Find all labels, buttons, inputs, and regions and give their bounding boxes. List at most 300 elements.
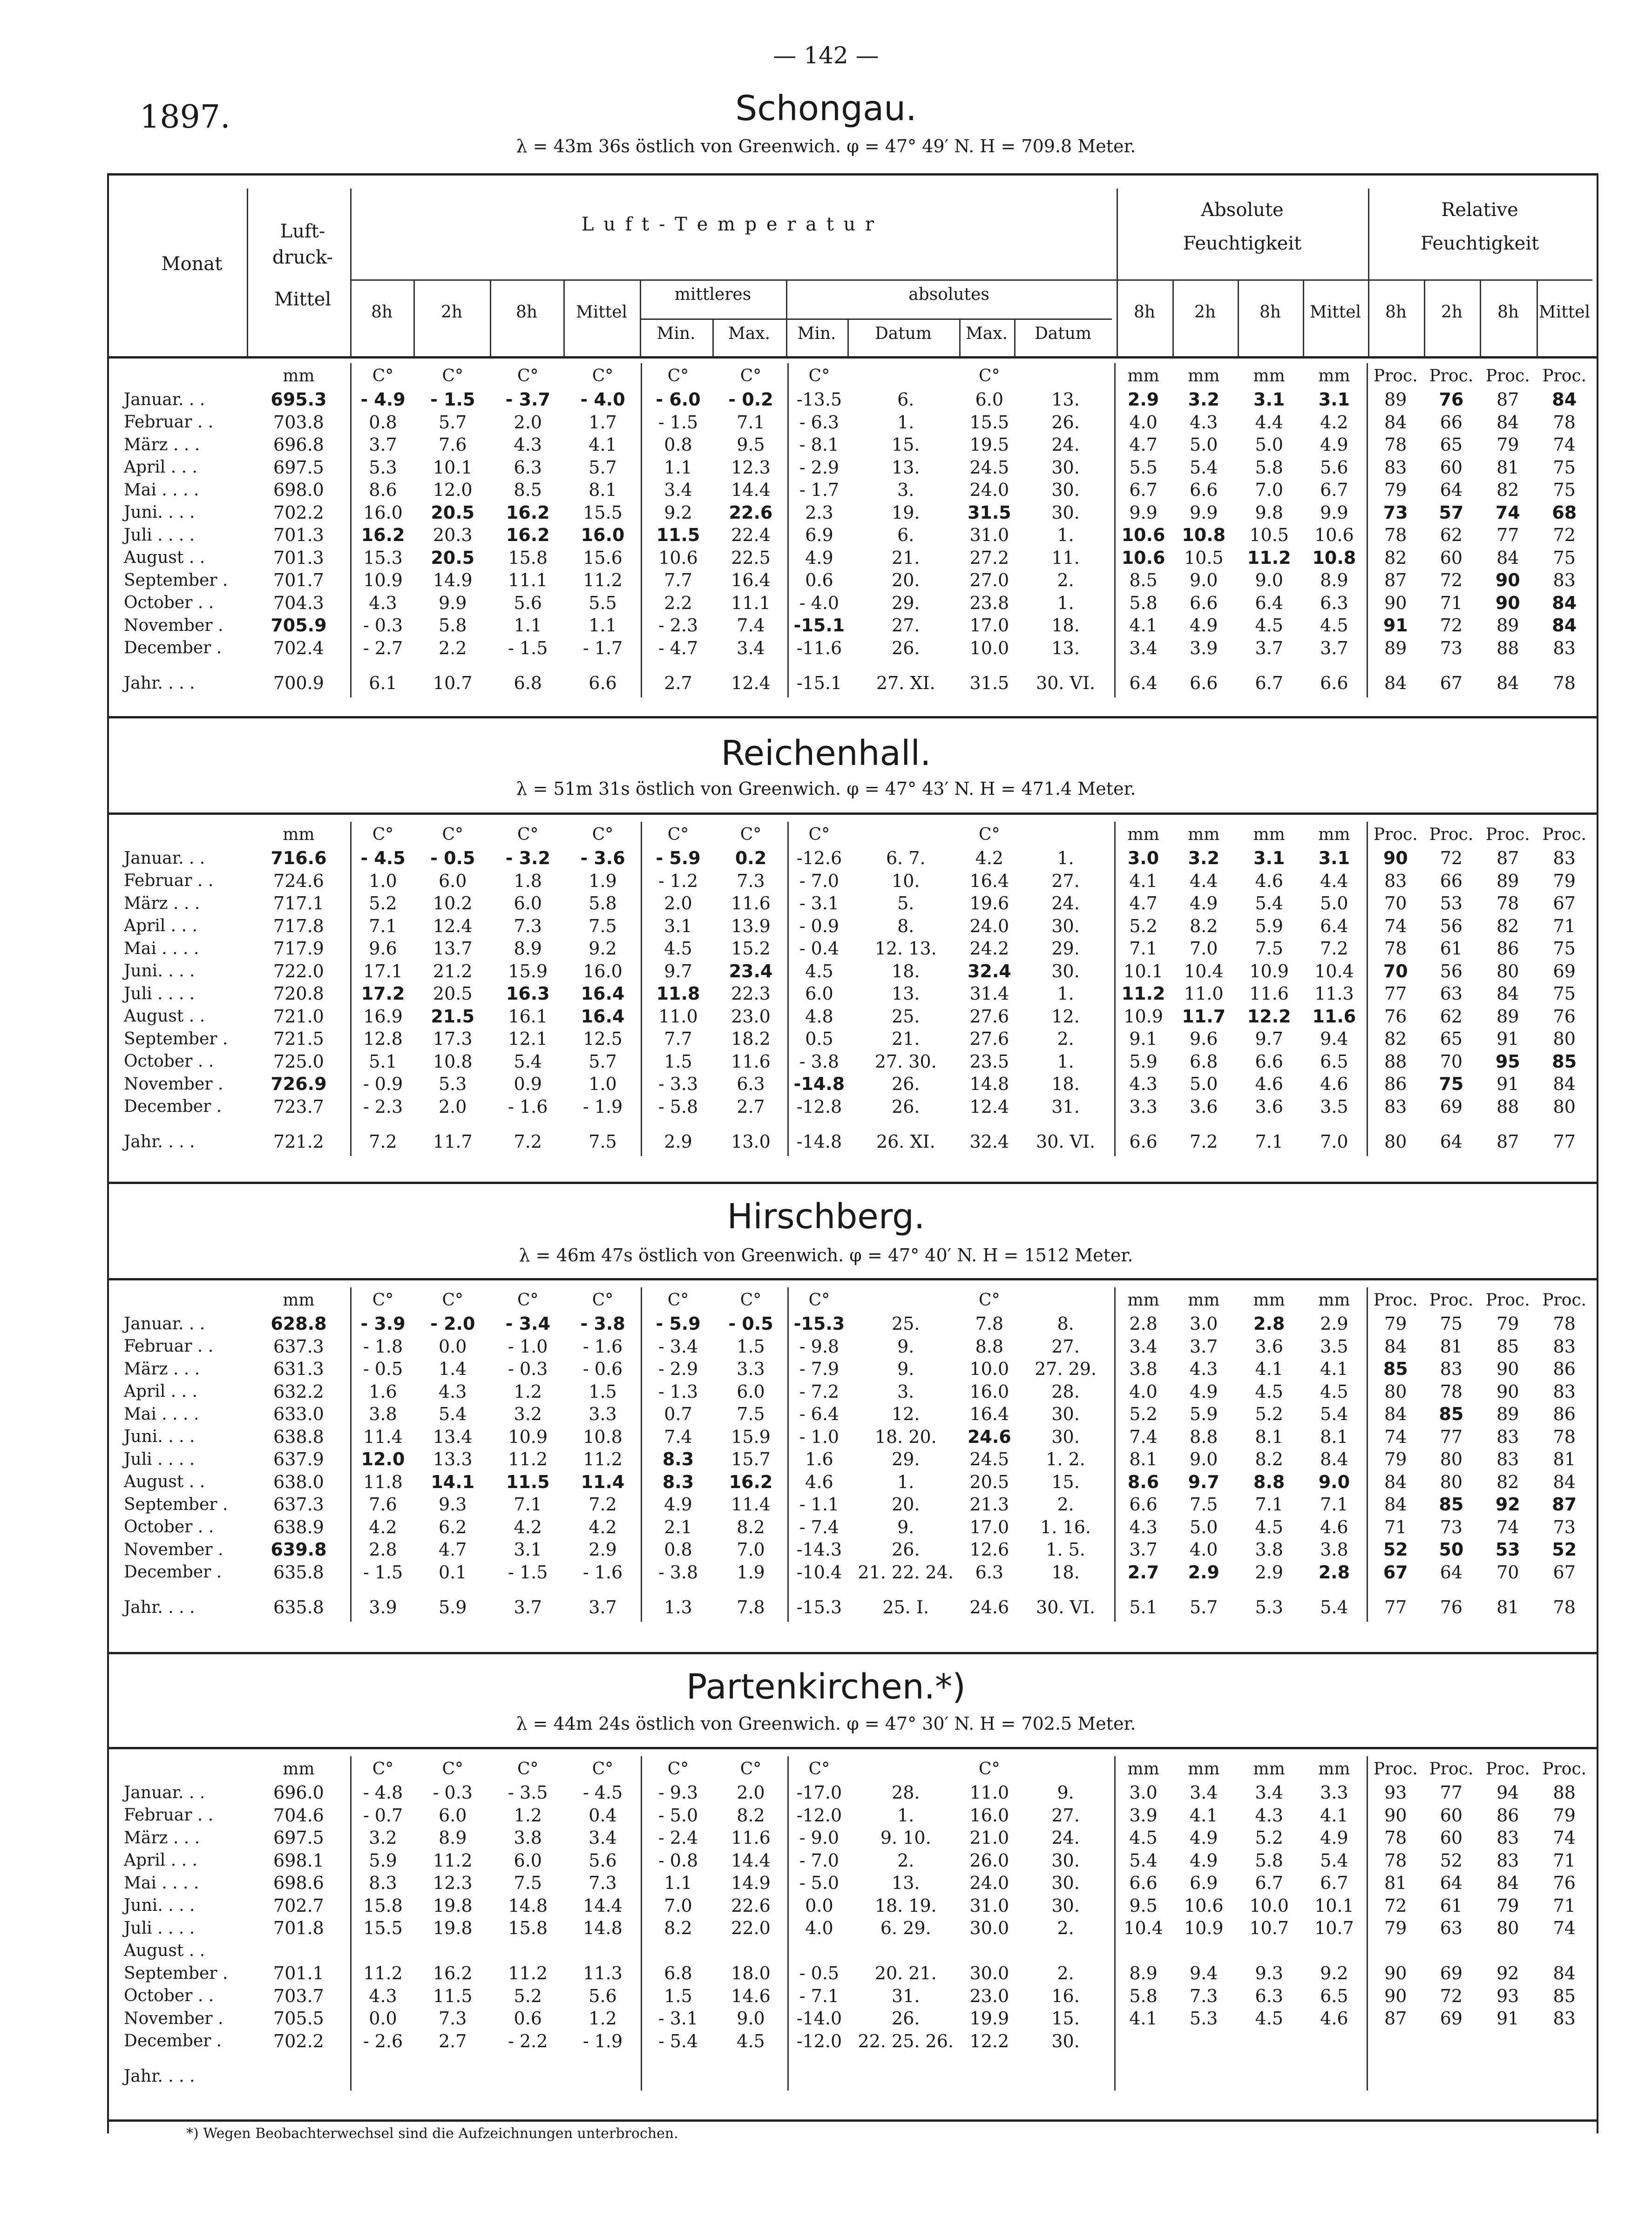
table-cell: -11.6 — [796, 637, 842, 658]
table-cell: 16.0 — [969, 1381, 1009, 1402]
table-cell: 1.6 — [805, 1449, 833, 1470]
table-cell: 15. — [892, 434, 920, 455]
table-cell: 4.1 — [1129, 615, 1158, 636]
table-cell: 3.1 — [1302, 388, 1367, 411]
table-cell: 7.1 — [1255, 1494, 1283, 1515]
units-cell: C° — [372, 1759, 394, 1779]
units-cell: C° — [808, 366, 830, 386]
table-cell: 79 — [1553, 1805, 1576, 1826]
table-cell: 6. 29. — [880, 1918, 931, 1939]
table-cell: 4.5 — [1302, 614, 1367, 637]
month-label: December . — [124, 1097, 222, 1116]
table-cell: 11.2 — [1247, 547, 1291, 568]
table-cell — [247, 2052, 351, 2091]
month-label: August . . — [124, 1472, 205, 1492]
table-cell: 705.9 — [247, 614, 351, 637]
table-cell: 6.3 — [714, 1073, 788, 1096]
table-cell: 4.5 — [714, 2030, 788, 2053]
table-cell: 3.6 — [1255, 1336, 1283, 1357]
table-cell: 698.6 — [247, 1872, 351, 1895]
table-cell: 4.1 — [1190, 1805, 1218, 1826]
table-cell: 77 — [1440, 1426, 1463, 1447]
table-cell: 16.4 — [969, 870, 1009, 891]
table-cell: - 1.5 — [658, 412, 698, 433]
table-cell: 32.4 — [967, 961, 1011, 981]
table-cell: 75 — [1553, 547, 1576, 568]
table-cell: 4.4 — [1190, 870, 1218, 891]
table-cell: 10.7 — [1302, 1917, 1367, 1940]
table-cell: - 3.7 — [505, 389, 550, 410]
table-cell: 701.7 — [247, 569, 351, 592]
table-cell: 71 — [1384, 1516, 1407, 1537]
table-cell — [1423, 2030, 1479, 2053]
table-cell: 16. — [1017, 1985, 1115, 2008]
table-cell: 2. — [1017, 569, 1115, 592]
table-cell: 8.2 — [664, 1918, 692, 1939]
table-cell: 78 — [1553, 673, 1576, 693]
table-cell: 13.3 — [433, 1449, 473, 1470]
table-cell: 78 — [1553, 412, 1576, 433]
table-cell: 1.5 — [664, 1051, 692, 1072]
table-cell: 22. 25. 26. — [858, 2030, 954, 2051]
table-cell: 23.8 — [969, 592, 1009, 613]
table-cell: 4.5 — [1255, 2008, 1283, 2029]
table-cell: 702.2 — [247, 501, 351, 524]
table-cell: 82 — [1384, 547, 1407, 568]
table-cell: 75 — [1440, 1313, 1463, 1334]
table-cell: 1.1 — [514, 615, 542, 636]
table-cell: 5.1 — [369, 1051, 397, 1072]
table-cell: 4.4 — [1302, 870, 1367, 893]
table-cell: 75 — [1553, 480, 1576, 501]
table-cell: - 3.2 — [505, 848, 550, 869]
rule — [1480, 279, 1481, 356]
units-cell: Proc. — [1485, 366, 1530, 386]
table-cell: 9.9 — [1302, 501, 1367, 524]
table-row — [122, 1895, 1592, 1917]
table-cell: 721.2 — [247, 1118, 351, 1156]
table-cell: - 4.5 — [565, 1781, 642, 1804]
table-cell: 31.5 — [967, 502, 1011, 523]
table-cell: 60 — [1440, 1805, 1463, 1826]
table-cell: 11.7 — [433, 1131, 473, 1152]
table-cell: 7.5 — [565, 915, 642, 938]
data-table-reichenhall — [122, 822, 1592, 1156]
table-cell: 30.0 — [969, 1918, 1009, 1939]
table-cell: 6.8 — [664, 1963, 692, 1984]
table-cell: - 6.0 — [656, 389, 701, 410]
table-cell — [491, 1940, 565, 1962]
table-cell: 11.7 — [1182, 1006, 1226, 1027]
table-cell: 87 — [1496, 1131, 1519, 1152]
table-cell: 3.7 — [565, 1583, 642, 1622]
table-cell: 9.3 — [1255, 1963, 1283, 1984]
table-cell: 717.1 — [247, 892, 351, 915]
table-cell: - 1.2 — [658, 870, 698, 891]
table-cell: 83 — [1384, 1096, 1407, 1117]
table-cell: - 9.3 — [658, 1782, 698, 1803]
table-cell: 3.3 — [1129, 1096, 1158, 1117]
table-cell: 75 — [1439, 1074, 1464, 1095]
table-cell: 6. — [897, 525, 914, 546]
table-cell: 11.2 — [1121, 983, 1165, 1004]
table-cell: - 4.0 — [799, 592, 840, 613]
table-cell: 4.1 — [1302, 1804, 1367, 1827]
table-cell: 20. 21. — [874, 1963, 937, 1984]
table-cell: 6.7 — [1255, 1873, 1283, 1894]
month-label: April . . . — [124, 916, 197, 936]
table-cell — [714, 1940, 788, 1962]
table-cell: 2.2 — [664, 592, 692, 613]
table-cell: 637.3 — [247, 1493, 351, 1516]
table-row — [122, 915, 1592, 938]
table-cell — [1423, 1940, 1479, 1962]
table-cell: 83 — [1496, 1449, 1519, 1470]
units-cell — [850, 1756, 962, 1781]
table-cell: - 1.5 — [508, 637, 548, 658]
month-label: November . — [124, 2009, 223, 2028]
table-cell: 0.8 — [369, 412, 397, 433]
units-cell — [122, 822, 247, 847]
table-cell: 84 — [1496, 547, 1519, 568]
table-cell: 9.0 — [1190, 1449, 1218, 1470]
month-label: April . . . — [124, 1851, 197, 1870]
table-cell: - 7.0 — [799, 1850, 840, 1871]
table-cell: 3.7 — [1190, 1336, 1218, 1357]
table-cell: 14.4 — [714, 1849, 788, 1872]
table-cell: 15.6 — [565, 547, 642, 569]
table-cell — [1171, 2030, 1236, 2053]
table-cell: -15.1 — [793, 615, 845, 636]
table-cell — [1479, 1940, 1536, 1962]
table-cell: 4.9 — [1190, 1827, 1218, 1848]
table-cell: 4.2 — [565, 1516, 642, 1539]
table-cell: - 2.9 — [658, 1359, 698, 1380]
table-cell: 14.8 — [969, 1074, 1009, 1095]
table-cell: 3.9 — [1129, 1805, 1158, 1826]
table-cell: 1.0 — [565, 1073, 642, 1096]
table-cell: - 0.9 — [799, 915, 840, 936]
table-cell: 26. — [892, 637, 920, 658]
units-cell: mm — [1127, 1759, 1159, 1779]
table-cell: 9.2 — [664, 502, 692, 523]
table-cell: 4.1 — [565, 433, 642, 456]
table-cell: 11.1 — [508, 570, 548, 591]
table-cell: -17.0 — [796, 1782, 842, 1803]
month-label: December . — [124, 638, 222, 658]
units-cell: C° — [979, 366, 1000, 386]
table-cell: - 4.5 — [360, 848, 406, 869]
month-label: Juni. . . . — [124, 1427, 195, 1447]
table-cell: 28. — [892, 1782, 920, 1803]
units-cell: Proc. — [1485, 825, 1530, 844]
table-cell: 15.3 — [363, 547, 403, 568]
table-cell — [565, 2052, 642, 2091]
table-cell: 1.5 — [565, 1380, 642, 1403]
table-cell: 84 — [1496, 412, 1519, 433]
table-cell: 73 — [1440, 1516, 1463, 1537]
rule — [786, 279, 787, 356]
month-label: März . . . — [124, 1359, 200, 1379]
units-cell: C° — [372, 825, 394, 844]
table-cell — [351, 2052, 414, 2091]
table-cell: 81 — [1440, 1336, 1463, 1357]
units-cell: C° — [517, 1759, 539, 1779]
table-cell: 80 — [1384, 1131, 1407, 1152]
table-cell: 11.5 — [433, 1985, 473, 2006]
table-row — [122, 1872, 1592, 1895]
header-rel-mean: Mittel — [1538, 303, 1591, 322]
units-cell: Proc. — [1485, 1759, 1530, 1779]
table-cell: 83 — [1553, 848, 1576, 869]
table-cell — [1115, 2030, 1171, 2053]
section-rule — [107, 1278, 1598, 1280]
rule — [247, 189, 248, 356]
units-cell: C° — [442, 825, 463, 844]
table-cell: 74 — [1553, 1918, 1576, 1939]
table-cell: 5.0 — [1190, 434, 1218, 455]
table-cell: 5.4 — [1302, 1583, 1367, 1622]
table-cell: 5.4 — [1302, 1849, 1367, 1872]
table-cell: 2. — [897, 1850, 914, 1871]
table-cell: 5.1 — [1129, 1597, 1158, 1617]
table-cell: 8.6 — [369, 480, 397, 501]
table-cell: 25. — [892, 1006, 920, 1027]
units-cell: C° — [714, 1287, 788, 1313]
table-cell: 8.3 — [662, 1471, 694, 1492]
header-rule — [107, 356, 1598, 359]
table-cell: 94 — [1496, 1782, 1519, 1803]
table-cell: - 1.3 — [658, 1381, 698, 1402]
table-cell: 77 — [1553, 1131, 1576, 1152]
table-cell: 27. 29. — [1017, 1358, 1115, 1380]
table-cell: 7.3 — [439, 2008, 467, 2029]
table-cell: -12.6 — [796, 848, 842, 869]
units-cell: Proc. — [1429, 1290, 1474, 1310]
units-cell: C° — [714, 363, 788, 388]
table-cell: 1.9 — [565, 870, 642, 893]
table-cell: 71 — [1440, 592, 1463, 613]
table-row — [122, 982, 1592, 1005]
table-cell: 6.4 — [1302, 915, 1367, 938]
table-cell: 3.8 — [514, 1827, 542, 1848]
table-cell: 89 — [1384, 637, 1407, 658]
table-cell: 91 — [1383, 615, 1408, 636]
table-cell: 57 — [1439, 502, 1464, 523]
month-label: October . . — [124, 593, 214, 613]
table-cell: 12. — [892, 1404, 920, 1425]
table-cell: 0.5 — [805, 1029, 833, 1049]
units-row — [122, 1287, 1592, 1313]
table-cell: 4.3 — [1129, 1516, 1158, 1537]
table-cell: 5.2 — [369, 893, 397, 914]
table-cell: 4.3 — [369, 592, 397, 613]
table-cell: 24.0 — [969, 480, 1009, 501]
table-cell: 10.5 — [1249, 525, 1289, 546]
units-cell: C° — [667, 366, 689, 386]
table-row — [122, 1804, 1592, 1827]
header-abs-hum-2: Feuchtigkeit — [1183, 233, 1302, 254]
table-cell: 85 — [1553, 1985, 1576, 2006]
table-cell: 2. — [1017, 1962, 1115, 1985]
table-cell: 10.8 — [565, 1426, 642, 1448]
table-cell: 5.9 — [439, 1597, 467, 1617]
table-cell: 7.5 — [565, 1118, 642, 1156]
table-cell: 3.4 — [565, 1827, 642, 1849]
table-cell: 7.3 — [514, 915, 542, 936]
month-label: September . — [124, 1029, 228, 1049]
table-cell: 5.7 — [565, 1050, 642, 1073]
table-cell: 4.2 — [1302, 411, 1367, 434]
table-cell: - 0.8 — [658, 1850, 698, 1871]
table-cell: 93 — [1496, 1985, 1519, 2006]
table-cell: 12. 13. — [874, 938, 937, 959]
month-label: Februar . . — [124, 1806, 214, 1825]
table-cell: 24.5 — [969, 1449, 1009, 1470]
month-label: December . — [124, 2031, 222, 2051]
table-cell: 8.9 — [1302, 569, 1367, 592]
units-cell: Proc. — [1373, 1759, 1418, 1779]
table-cell: 2.7 — [714, 1096, 788, 1118]
section-rule — [107, 1182, 1598, 1184]
table-cell: 1.9 — [714, 1561, 788, 1584]
units-cell: mm — [1302, 822, 1367, 847]
table-cell: 24.5 — [969, 457, 1009, 478]
table-cell: 7.8 — [714, 1583, 788, 1622]
table-cell: 11.4 — [363, 1426, 403, 1447]
header-8h: 8h — [371, 303, 393, 322]
table-row — [122, 1917, 1592, 1940]
table-cell: 18.0 — [714, 1962, 788, 1985]
table-cell: 5.0 — [1302, 892, 1367, 915]
table-cell: 15.5 — [565, 501, 642, 524]
table-cell: - 3.8 — [799, 1051, 840, 1072]
table-cell: 632.2 — [247, 1380, 351, 1403]
table-cell: -14.8 — [796, 1131, 842, 1152]
table-cell: 5.0 — [1190, 1516, 1218, 1537]
units-cell — [122, 1287, 247, 1313]
table-cell: 13. — [1017, 388, 1115, 411]
table-cell: 81 — [1384, 1873, 1407, 1894]
table-cell: 4.6 — [1302, 2007, 1367, 2030]
table-cell: 26. — [892, 2008, 920, 2029]
table-cell: 1.8 — [514, 870, 542, 891]
table-cell: - 2.9 — [799, 457, 840, 478]
table-cell: 12.8 — [363, 1029, 403, 1049]
table-cell: 69 — [1440, 1096, 1463, 1117]
table-cell: 10.7 — [1249, 1918, 1289, 1939]
table-cell: 2.7 — [439, 2030, 467, 2051]
table-cell: 5.7 — [565, 456, 642, 479]
table-cell: 10.1 — [433, 457, 473, 478]
table-cell: 5.4 — [1190, 457, 1218, 478]
table-cell: 76 — [1439, 389, 1464, 410]
table-cell: 76 — [1553, 1873, 1576, 1894]
table-cell: 0.6 — [514, 2008, 542, 2029]
table-cell: 5.6 — [565, 1849, 642, 1872]
table-cell: 83 — [1553, 1336, 1576, 1357]
table-cell: 3.3 — [565, 1403, 642, 1426]
table-cell: 1.2 — [565, 2007, 642, 2030]
table-cell: 5.6 — [1302, 456, 1367, 479]
table-cell: 15.9 — [508, 961, 548, 981]
table-cell: 11.0 — [1184, 983, 1224, 1004]
table-cell: 6.2 — [439, 1516, 467, 1537]
table-cell: 16.2 — [714, 1471, 788, 1494]
units-cell: C° — [442, 366, 463, 386]
table-cell: 19.8 — [433, 1918, 473, 1939]
table-cell: 5.3 — [1255, 1597, 1283, 1617]
units-cell: mm — [1302, 1756, 1367, 1781]
table-cell: 87 — [1496, 848, 1519, 869]
table-cell: 16.4 — [565, 1005, 642, 1028]
table-cell — [1171, 1940, 1236, 1962]
table-cell: 14.8 — [508, 1895, 548, 1916]
month-label: Mai . . . . — [124, 480, 199, 500]
table-cell: 82 — [1496, 1471, 1519, 1492]
table-cell: - 2.3 — [363, 1096, 403, 1117]
table-cell: 6.3 — [1255, 1985, 1283, 2006]
table-cell: 7.6 — [369, 1494, 397, 1515]
table-cell: 53 — [1440, 893, 1463, 914]
table-cell: 3.5 — [1302, 1096, 1367, 1118]
table-cell: 11.8 — [363, 1471, 403, 1492]
table-cell: 638.9 — [247, 1516, 351, 1539]
table-cell: 9.7 — [1188, 1471, 1219, 1492]
table-cell: 11.1 — [714, 592, 788, 615]
table-cell: 3.0 — [1190, 1313, 1218, 1334]
table-row — [122, 2007, 1592, 2030]
table-cell — [1115, 1940, 1171, 1962]
table-row — [122, 1096, 1592, 1118]
month-label: August . . — [124, 1941, 205, 1961]
table-cell: 10.6 — [658, 547, 698, 568]
units-cell: C° — [565, 1756, 642, 1781]
table-cell: 701.3 — [247, 524, 351, 547]
table-cell: 4.3 — [1190, 1359, 1218, 1380]
table-cell: 5.4 — [1255, 893, 1283, 914]
table-cell — [1536, 2030, 1592, 2053]
header-min: Min. — [657, 324, 696, 343]
table-cell: 3.7 — [1255, 637, 1283, 658]
table-cell: 2. — [1017, 1493, 1115, 1516]
table-cell: 13.0 — [714, 1118, 788, 1156]
table-cell: 84 — [1553, 1074, 1576, 1095]
units-row — [122, 1756, 1592, 1781]
table-cell: 21.5 — [431, 1006, 475, 1027]
table-cell: 10.6 — [1302, 524, 1367, 547]
table-cell: 6.0 — [975, 389, 1004, 410]
table-cell: 67 — [1553, 1562, 1576, 1583]
table-cell: 79 — [1496, 434, 1519, 455]
table-cell: 85 — [1439, 1494, 1464, 1515]
table-cell: 22.6 — [714, 501, 788, 524]
units-cell: C° — [808, 1290, 830, 1310]
table-cell: 10.9 — [363, 570, 403, 591]
table-cell: 6.4 — [1129, 673, 1158, 693]
table-cell: - 1.6 — [565, 1335, 642, 1358]
table-cell: 16.0 — [565, 524, 642, 547]
table-cell: 30. — [1017, 2030, 1115, 2053]
units-cell: Proc. — [1429, 366, 1474, 386]
month-label: Januar. . . — [124, 390, 205, 409]
table-cell: 3.8 — [1302, 1538, 1367, 1561]
table-cell: 12.4 — [433, 915, 473, 936]
table-cell: 84 — [1384, 1494, 1407, 1515]
table-cell: - 4.0 — [565, 388, 642, 411]
table-cell: 66 — [1440, 412, 1463, 433]
table-cell: 74 — [1495, 502, 1520, 523]
